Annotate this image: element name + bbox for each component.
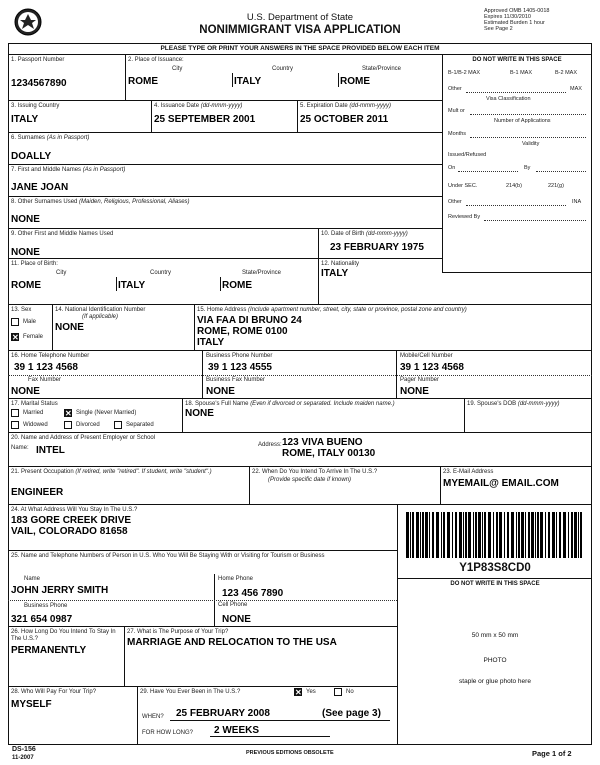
barcode-bar [537,512,539,558]
barcode-bar [559,512,561,558]
state-department-seal-icon [14,8,42,36]
business-fax[interactable]: NONE [206,386,235,397]
f2-label: 2. Place of Issuance: [128,57,184,63]
photo-staple-note: staple or glue photo here [459,678,531,685]
barcode-bar [521,512,524,558]
barcode-bar [452,512,453,558]
barcode-bar [580,512,582,558]
barcode-bar [531,512,534,558]
us-contact-home-phone[interactable]: 123 456 7890 [222,588,284,599]
intended-stay-length[interactable]: PERMANENTLY [11,645,87,656]
barcode-bar [429,512,430,558]
home-address-line-1[interactable]: VIA FAA DI BRUNO 24 [197,315,302,326]
barcode-bar [516,512,517,558]
marital-separated-checkbox[interactable] [114,421,122,429]
us-visit-duration[interactable]: 2 WEEKS [214,725,260,736]
barcode-bar [475,512,477,558]
surnames[interactable]: DOALLY [11,151,52,162]
footer-form-number: DS-156 [12,746,36,753]
birth-state[interactable]: ROME [222,280,252,291]
barcode-bar [578,512,579,558]
mobile-number[interactable]: 39 1 123 4568 [400,362,464,373]
photo-size: 50 mm x 50 mm [471,632,519,639]
home-address-line-3[interactable]: ITALY [197,337,225,348]
barcode-bar [488,512,491,558]
spouse-full-name[interactable]: NONE [185,408,214,419]
barcode-bar [511,512,514,558]
us-contact-name[interactable]: JOHN JERRY SMITH [11,585,109,596]
barcode-bar [548,512,550,558]
barcode-bar [540,512,543,558]
birth-city[interactable]: ROME [11,280,41,291]
barcode-bar [410,512,411,558]
barcode-bar [568,512,569,558]
footer-page-number: Page 1 of 2 [532,749,572,758]
barcode-bar [463,512,464,558]
barcode-bar [504,512,505,558]
see-page-note: (See page 3) [322,708,381,719]
barcode-bar [425,512,428,558]
barcode-bar [525,512,526,558]
footer-form-date: 11-2007 [12,755,34,761]
barcode-bar [416,512,419,558]
barcode-bar [574,512,577,558]
barcode-bar [493,512,494,558]
marital-single-checkbox[interactable]: ✕ [65,409,72,418]
barcode-bar [535,512,536,558]
pager-number[interactable]: NONE [400,386,429,397]
barcode-bar [459,512,462,558]
been-in-us-no-checkbox[interactable] [334,688,342,696]
issuance-country[interactable]: ITALY [234,76,262,87]
instructions-bar: PLEASE TYPE OR PRINT YOUR ANSWERS IN THE SPACE PROVIDED BELOW EACH ITEM [160,45,440,52]
barcode-bar [455,512,457,558]
barcode-bar [478,512,481,558]
home-address-line-2[interactable]: ROME, ROME 0100 [197,326,288,337]
nationality[interactable]: ITALY [321,268,349,279]
barcode-bar [545,512,546,558]
marital-widowed-checkbox[interactable] [11,421,19,429]
barcode-bar [465,512,467,558]
f1-label: 1. Passport Number [11,57,65,63]
other-surnames[interactable]: NONE [11,214,40,225]
trip-payer[interactable]: MYSELF [11,699,52,710]
national-id-number[interactable]: NONE [55,322,84,333]
barcode-bar [482,512,483,558]
barcode-bar [571,512,573,558]
barcode-bar [473,512,474,558]
us-address-line-1[interactable]: 183 GORE CREEK DRIVE [11,515,132,526]
barcode-bar [441,512,442,558]
passport-number[interactable]: 1234567890 [11,78,67,89]
barcode-bar [518,512,520,558]
issuance-date[interactable]: 25 SEPTEMBER 2001 [154,114,256,125]
sex-female-checkbox[interactable]: ✕ [12,333,19,342]
barcode-bar [468,512,471,558]
trip-purpose[interactable]: MARRIAGE AND RELOCATION TO THE USA [127,637,337,648]
barcode-bar [496,512,498,558]
barcode-bar [412,512,414,558]
business-phone[interactable]: 39 1 123 4555 [208,362,272,373]
barcode-bar [447,512,450,558]
us-address-line-2[interactable]: VAIL, COLORADO 81658 [11,526,128,537]
issuance-state[interactable]: ROME [340,76,370,87]
other-first-names[interactable]: NONE [11,247,40,258]
form-title: NONIMMIGRANT VISA APPLICATION [199,24,401,36]
sex-male-checkbox[interactable] [11,318,19,326]
us-contact-business-phone[interactable]: 321 654 0987 [11,614,73,625]
barcode-bar [443,512,445,558]
barcode-bar [507,512,509,558]
expiration-date[interactable]: 25 OCTOBER 2011 [300,114,389,125]
barcode-bar [484,512,486,558]
photo-box-title: DO NOT WRITE IN THIS SPACE [450,581,540,587]
us-contact-cell-phone[interactable]: NONE [222,614,251,625]
barcode-bar [432,512,434,558]
issuing-country[interactable]: ITALY [11,114,39,125]
barcode-bar [528,512,530,558]
home-telephone[interactable]: 39 1 123 4568 [14,362,78,373]
date-of-birth[interactable]: 23 FEBRUARY 1975 [330,242,424,253]
barcode-bar [422,512,424,558]
email-address[interactable]: MYEMAIL@ EMAIL.COM [443,478,559,489]
first-middle-names[interactable]: JANE JOAN [11,182,69,193]
barcode-bar [420,512,421,558]
footer-obsolete-note: PREVIOUS EDITIONS OBSOLETE [246,750,334,756]
present-occupation[interactable]: ENGINEER [11,487,64,498]
office-box-divider [442,54,443,272]
been-in-us-yes-checkbox[interactable]: ✕ [295,688,302,697]
marital-divorced-checkbox[interactable] [64,421,72,429]
omb-info: Approved OMB 1405-0018 Expires 11/30/2010 Estimated Burden 1 hour See Page 2 [484,8,550,32]
photo-label: PHOTO [483,657,507,664]
fax-number[interactable]: NONE [11,386,40,397]
issuance-city[interactable]: ROME [128,76,158,87]
barcode-bar [563,512,566,558]
barcode-text: Y1P83S8CD0 [459,562,531,574]
barcode-bar [552,512,555,558]
us-visit-date[interactable]: 25 FEBRUARY 2008 [176,708,270,719]
barcode-bar [436,512,439,558]
employer-address-line-1[interactable]: 123 VIVA BUENO [282,437,363,448]
department-name: U.S. Department of State [246,12,354,23]
employer-name[interactable]: INTEL [36,445,65,456]
barcode-bar [406,512,409,558]
marital-married-checkbox[interactable] [11,409,19,417]
office-box-title: DO NOT WRITE IN THIS SPACE [472,57,562,63]
barcode-icon [406,512,586,558]
barcode-bar [499,512,502,558]
birth-country[interactable]: ITALY [118,280,146,291]
employer-address-line-2[interactable]: ROME, ITALY 00130 [282,448,376,459]
barcode-bar [556,512,557,558]
